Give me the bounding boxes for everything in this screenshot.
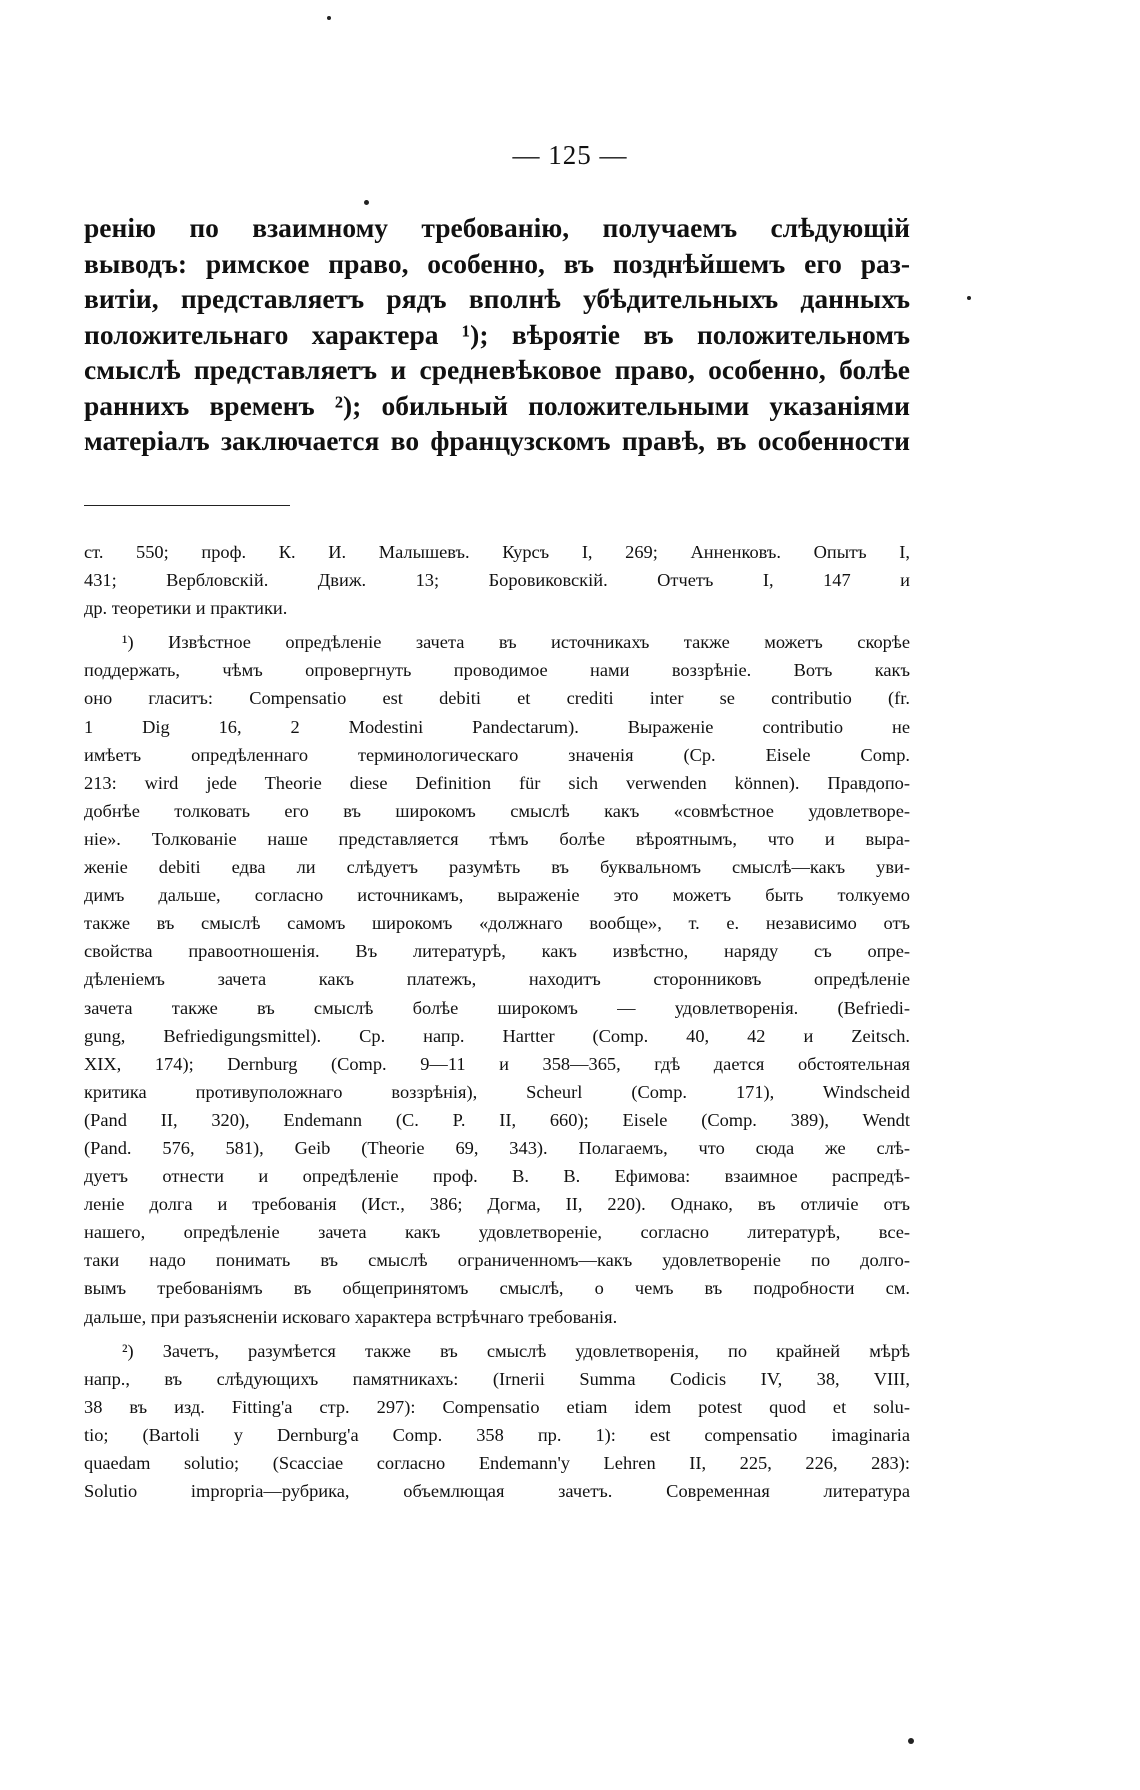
footnote-2-line: Solutio improрria—рубрика, объемлющая зачетъ. Современная литература <box>84 1481 910 1502</box>
footnote-1-line: оно гласитъ: Compensatio est debiti et crediti inter se contributio (fr. <box>84 688 910 709</box>
main-text-line: выводъ: римское право, особенно, въ позднѣйшемъ его раз- <box>84 247 910 279</box>
scan-speck <box>967 296 971 300</box>
footnote-1-line: дальше, при разъясненіи исковаго характера встрѣчнаго требованія. <box>84 1306 618 1327</box>
main-text-line: матеріалъ заключается во французскомъ правѣ, въ особенности <box>84 425 910 456</box>
footnote-1-line: дуетъ отнести и опредѣленіе проф. В. В. Ефимова: взаимное распредѣ- <box>84 1166 910 1187</box>
footnote-1-line: нашего, опредѣленіе зачета какъ удовлетвореніе, согласно литературѣ, все- <box>84 1222 910 1243</box>
footnote-1-line: поддержать, чѣмъ опровергнуть проводимое нами воззрѣніе. Вотъ какъ <box>84 660 910 681</box>
footnote-1-line: критика противуположнаго воззрѣнія), Scheurl (Comp. 171), Windscheid <box>84 1081 910 1102</box>
scan-speck <box>908 1738 914 1744</box>
footnote-1-line: 213: wird jede Theorie diese Definition für sich verwenden können). Правдопо- <box>84 772 910 793</box>
scan-speck <box>327 16 331 20</box>
scan-speck <box>364 200 369 205</box>
footnote-1-line: имѣетъ опредѣленнаго терминологическаго значенія (Ср. Eisele Comp. <box>84 744 910 765</box>
footnote-1-line: таки надо понимать въ смыслѣ ограниченномъ—какъ удовлетвореніе по долго- <box>84 1250 910 1271</box>
footnote-1-line: свойства правоотношенія. Въ литературѣ, какъ извѣстно, наряду съ опре- <box>84 941 910 962</box>
main-text-line: витіи, представляетъ рядъ вполнѣ убѣдительныхъ данныхъ <box>84 283 910 314</box>
main-text-line: ренію по взаимному требованію, получаемъ слѣдующій <box>84 212 910 243</box>
footnote-1-line: димъ дальше, согласно источникамъ, выраженіе это можетъ быть толкуемо <box>84 885 910 906</box>
footnote-1-line: (Pand II, 320), Endemann (C. P. II, 660); Eisele (Comp. 389), Wendt <box>84 1109 910 1130</box>
footnote-1-line: женіе debiti едва ли слѣдуетъ разумѣть въ буквальномъ смыслѣ—какъ уви- <box>84 857 910 878</box>
footnote-1-line: ¹) Извѣстное опредѣленіе зачета въ источникахъ также можетъ скорѣе <box>122 632 910 653</box>
footnote-1-line: зачета также въ смыслѣ болѣе широкомъ — удовлетворенія. (Befriedi- <box>84 997 910 1018</box>
footnote-1-line: 1 Dig 16, 2 Modestini Pandectarum). Выраженіе contributio не <box>84 716 910 737</box>
footnote-line: др. теоретики и практики. <box>84 598 288 619</box>
footnote-1-line: дѣленіемъ зачета какъ платежъ, находитъ сторонниковъ опредѣленіе <box>84 969 910 990</box>
footnote-2-line: tio; (Bartoli у Dernburg'a Comp. 358 пр. 1): est compensatio imaginaria <box>84 1424 910 1445</box>
footnote-line: ст. 550; проф. К. И. Малышевъ. Курсъ I, 269; Анненковъ. Опытъ I, <box>84 542 910 562</box>
main-text-line: смыслѣ представляетъ и средневѣковое право, особенно, болѣе <box>84 354 910 385</box>
footnote-1-line: XIX, 174); Dernburg (Comp. 9—11 и 358—365, гдѣ дается обстоятельная <box>84 1053 910 1074</box>
footnote-2-line: 38 въ изд. Fitting'a стр. 297): Compensatio etiam idem potest quod et solu- <box>84 1396 910 1417</box>
footnote-2-line: напр., въ слѣдующихъ памятникахъ: (Irnerii Summa Codicis IV, 38, VIII, <box>84 1368 910 1389</box>
footnote-1-line: леніе долга и требованія (Ист., 386; Догма, II, 220). Однако, въ отличіе отъ <box>84 1194 910 1215</box>
main-text-block <box>84 210 910 459</box>
main-text-line: раннихъ временъ ²); обильный положительными указаніями <box>84 389 910 421</box>
footnote-1-line: также въ смыслѣ самомъ широкомъ «должнаго вообще», т. е. независимо отъ <box>84 913 910 934</box>
footnote-1-line: ніе». Толкованіе наше представляется тѣмъ болѣе вѣроятнымъ, что и выра- <box>84 828 910 849</box>
footnote-2-line: quaedam solutio; (Scacciae согласно Endemann'у Lehren II, 225, 226, 283): <box>84 1453 910 1473</box>
footnote-1-line: вымъ требованіямъ въ общепринятомъ смыслѣ, о чемъ въ подробности см. <box>84 1278 910 1299</box>
footnote-1-line: gung, Befriedigungsmittel). Ср. напр. Hartter (Comp. 40, 42 и Zeitsch. <box>84 1025 910 1046</box>
page-number: — 125 — <box>512 140 628 170</box>
footnote-1-line: (Pand. 576, 581), Geib (Theorie 69, 343). Полагаемъ, что сюда же слѣ- <box>84 1137 910 1158</box>
footnote-divider <box>84 505 290 506</box>
footnotes-block <box>84 538 910 1505</box>
main-text-line: положительнаго характера ¹); вѣроятіе въ положительномъ <box>84 318 910 350</box>
footnote-line: 431; Вербловскій. Движ. 13; Боровиковскій. Отчетъ I, 147 и <box>84 570 910 591</box>
footnote-1-line: добнѣе толковать его въ широкомъ смыслѣ какъ «совмѣстное удовлетворе- <box>84 800 910 821</box>
footnote-2-line: ²) Зачетъ, разумѣется также въ смыслѣ удовлетворенія, по крайней мѣрѣ <box>122 1340 910 1361</box>
